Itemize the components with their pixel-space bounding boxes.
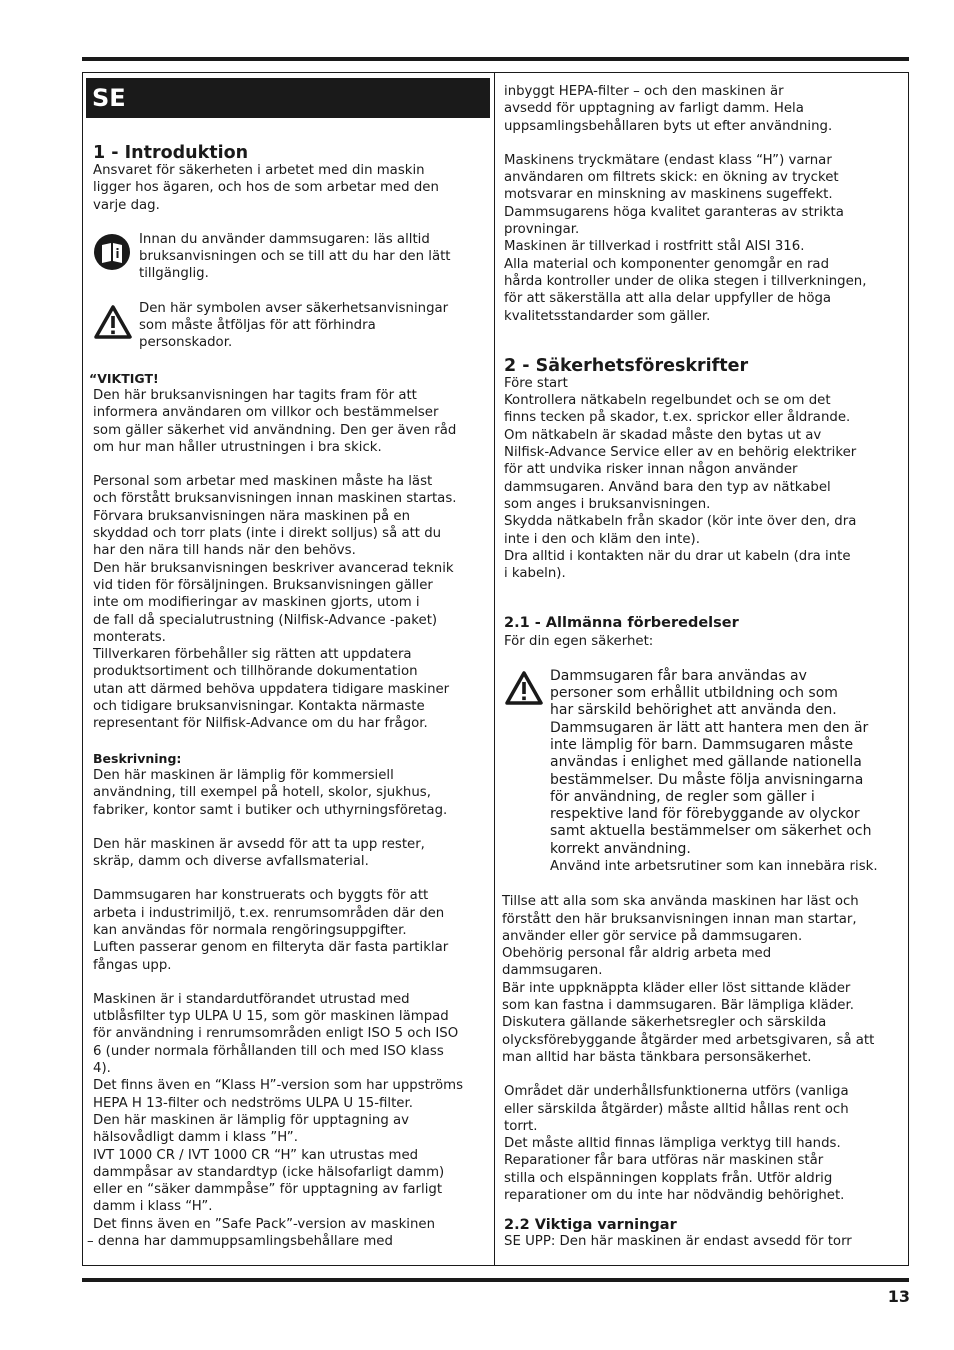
viktigt-heading: “VIKTIGT! bbox=[89, 370, 159, 386]
beskrivning-paragraph-2: Den här maskinen är avsedd för att ta upp rester, skräp, damm och diverse avfallsmaterial. bbox=[93, 836, 425, 870]
beskrivning-heading: Beskrivning: bbox=[93, 750, 182, 766]
general-prep-heading: 2.1 - Allmänna förberedelser bbox=[504, 615, 739, 632]
manual-note: Innan du använder dammsugaren: läs alltid bruksanvisningen och se till att du har den lätt tillgänglig. bbox=[93, 231, 489, 283]
intro-heading: 1 - Introduktion bbox=[93, 143, 249, 163]
safety-paragraph: Före start Kontrollera nätkabeln regelbundet och se om det finns tecken på skador, t.ex. sprickor eller åldrande. Om nätkabeln är skadad måste den bytas ut av Nilfisk-Advance Service eller av en behörig elektriker för att undvika risker innan någon använder dammsugaren. Använd bara den typ av nätkabel som anges i bruksanvisningen. Skydda nätkabeln från skador (kör inte över den, dra inte i den och kläm den inte). Dra alltid i kontakten när du drar ut kabeln (dra inte i kabeln). bbox=[504, 375, 857, 582]
right-column bbox=[504, 83, 902, 1251]
pressure-gauge-paragraph: Maskinens tryckmätare (endast klass “H”) varnar användaren om filtrets skick: en ökning av trycket motsvarar en minskning av maskinens sugeffekt. Dammsugarens höga kvalitet garanteras av strikta provningar. Maskinen är tillverkad i rostfritt stål AISI 316. Alla material och komponenter genomgår en rad hårda kontroller under de olika stegen i tillverkningen, för att säkerställa att alla delar uppfyller de höga kvalitetsstandarder som gäller. bbox=[504, 152, 867, 324]
language-tag bbox=[86, 78, 490, 118]
page-number: 13 bbox=[887, 1287, 910, 1306]
top-rule bbox=[82, 57, 909, 61]
safety-heading: 2 - Säkerhetsföreskrifter bbox=[504, 355, 749, 376]
left-column bbox=[87, 142, 489, 1250]
viktigt-paragraph-1: Den här bruksanvisningen har tagits fram för att informera användaren om villkor och bestämmelser som gäller säkerhet vid användning. Den ger även råd om hur man håller utrustningen i bra skick. bbox=[93, 387, 457, 455]
beskrivning-paragraph-3: Dammsugaren har konstruerats och byggts för att arbeta i industrimiljö, t.ex. renrumsområden där den kan användas för normala rengöringsuppgifter. Luften passerar genom en filteryta där fasta partiklar fångas upp. bbox=[93, 888, 449, 973]
viktigt-paragraph-2: Personal som arbetar med maskinen måste ha läst och förstått bruksanvisningen innan maskinen startas. Förvara bruksanvisningen nära maskinen på en skyddad och torr plats (inte i direkt solljus) så att du har den nära till hands när den behövs. Den här bruksanvisningen beskriver avancerad teknik vid tiden för försäljningen. Bruksanvisningen gäller inte om modifieringar av maskinen gjorts, utom i de fall då specialutrustning (Nilfisk-Advance -paket) monterats. Tillverkaren förbehåller sig rätten att uppdatera produktsortiment och tillhörande dokumentation utan att därmed behöva uppdatera tidigare maskiner och tidigare bruksanvisningar. Kontakta närmaste representant för Nilfisk-Advance om du har frågor. bbox=[93, 474, 457, 732]
beskrivning-paragraph-4: Maskinen är i standardutförandet utrustad med utblåsfilter typ ULPA U 15, som gör maskinen lämpad för användning i renrumsområden enligt ISO 5 och ISO 6 (under normala förhållanden till och med ISO klass 4). Det finns även en “Klass H”-version som har uppströms HEPA H 13-filter och nedströms ULPA U 15-filter. Den här maskinen är lämplig för upptagning av hälsovådligt damm i klass ”H”. IVT 1000 CR / IVT 1000 CR “H” kan utrustas med dammpåsar av standardtyp (icke hälsofarligt damm) eller en “säker dammpåse” för upptagning av farligt damm i klass “H”. Det finns även en ”Safe Pack”-version av maskinen – denna har dammuppsamlingsbehållare med bbox=[87, 991, 464, 1250]
manual-book-icon bbox=[93, 233, 131, 271]
warning-note: Den här symbolen avser säkerhetsanvisningar som måste åtföljas för att förhindra personskador. bbox=[93, 300, 489, 352]
hepa-paragraph: inbyggt HEPA-filter – och den maskinen är avsedd för upptagning av farligt damm. Hela uppsamlingsbehållaren byts ut efter användning. bbox=[504, 84, 833, 134]
important-warnings-heading: 2.2 Viktiga varningar bbox=[504, 1217, 677, 1234]
general-prep-warning: Dammsugaren får bara användas av personer som erhållit utbildning och som har särskild behörighet att använda den. Dammsugaren är lätt att hantera men den är inte lämplig för barn. Dammsugaren måste användas i enlighet med gällande nationella bestämmelser. Du måste följa anvisningarna för användning, de regler som gäller i respektive land för förebyggande av olyckor samt aktuella bestämmelser om säkerhet och korrekt användning. Använd inte arbetsrutiner som kan innebära risk. bbox=[504, 668, 902, 876]
language-tag-label: SE bbox=[92, 84, 126, 112]
maintenance-paragraph: Området där underhållsfunktionerna utförs (vanliga eller särskilda åtgärder) måste alltid hållas rent och torrt. Det måste alltid finnas lämpliga verktyg till hands. Reparationer får bara utföras när maskinen står stilla och elspänningen kopplats från. Utför aldrig reparationer om du inte har nödvändig behörighet. bbox=[504, 1084, 849, 1204]
warning-triangle-icon bbox=[504, 670, 544, 706]
general-prep-subtitle: För din egen säkerhet: bbox=[504, 634, 654, 650]
beskrivning-paragraph-1: Den här maskinen är lämplig för kommersiell användning, till exempel på hotell, skolor, sjukhus, fabriker, kontor samt i butiker och uthyrningsföretag. bbox=[93, 767, 448, 818]
column-divider bbox=[494, 72, 495, 1266]
bottom-rule bbox=[82, 1278, 909, 1282]
important-warnings-text: SE UPP: Den här maskinen är endast avsedd för torr bbox=[504, 1234, 852, 1250]
personnel-paragraph: Tillse att alla som ska använda maskinen har läst och förstått den här bruksanvisningen innan man startar, använder eller gör service på dammsugaren. Obehörig personal får aldrig arbeta med dammsugaren. Bär inte uppknäppta kläder eller löst sittande kläder som kan fastna i dammsugaren. Bär lämpliga kläder. Diskutera gällande säkerhetsregler och särskilda olycksförebyggande åtgärder med arbetsgivaren, så att man alltid har bästa tänkbara personsäkerhet. bbox=[502, 894, 875, 1065]
intro-text: Ansvaret för säkerheten i arbetet med din maskin ligger hos ägaren, och hos de som arbetar med den varje dag. bbox=[93, 163, 439, 213]
warning-triangle-icon bbox=[93, 304, 133, 340]
